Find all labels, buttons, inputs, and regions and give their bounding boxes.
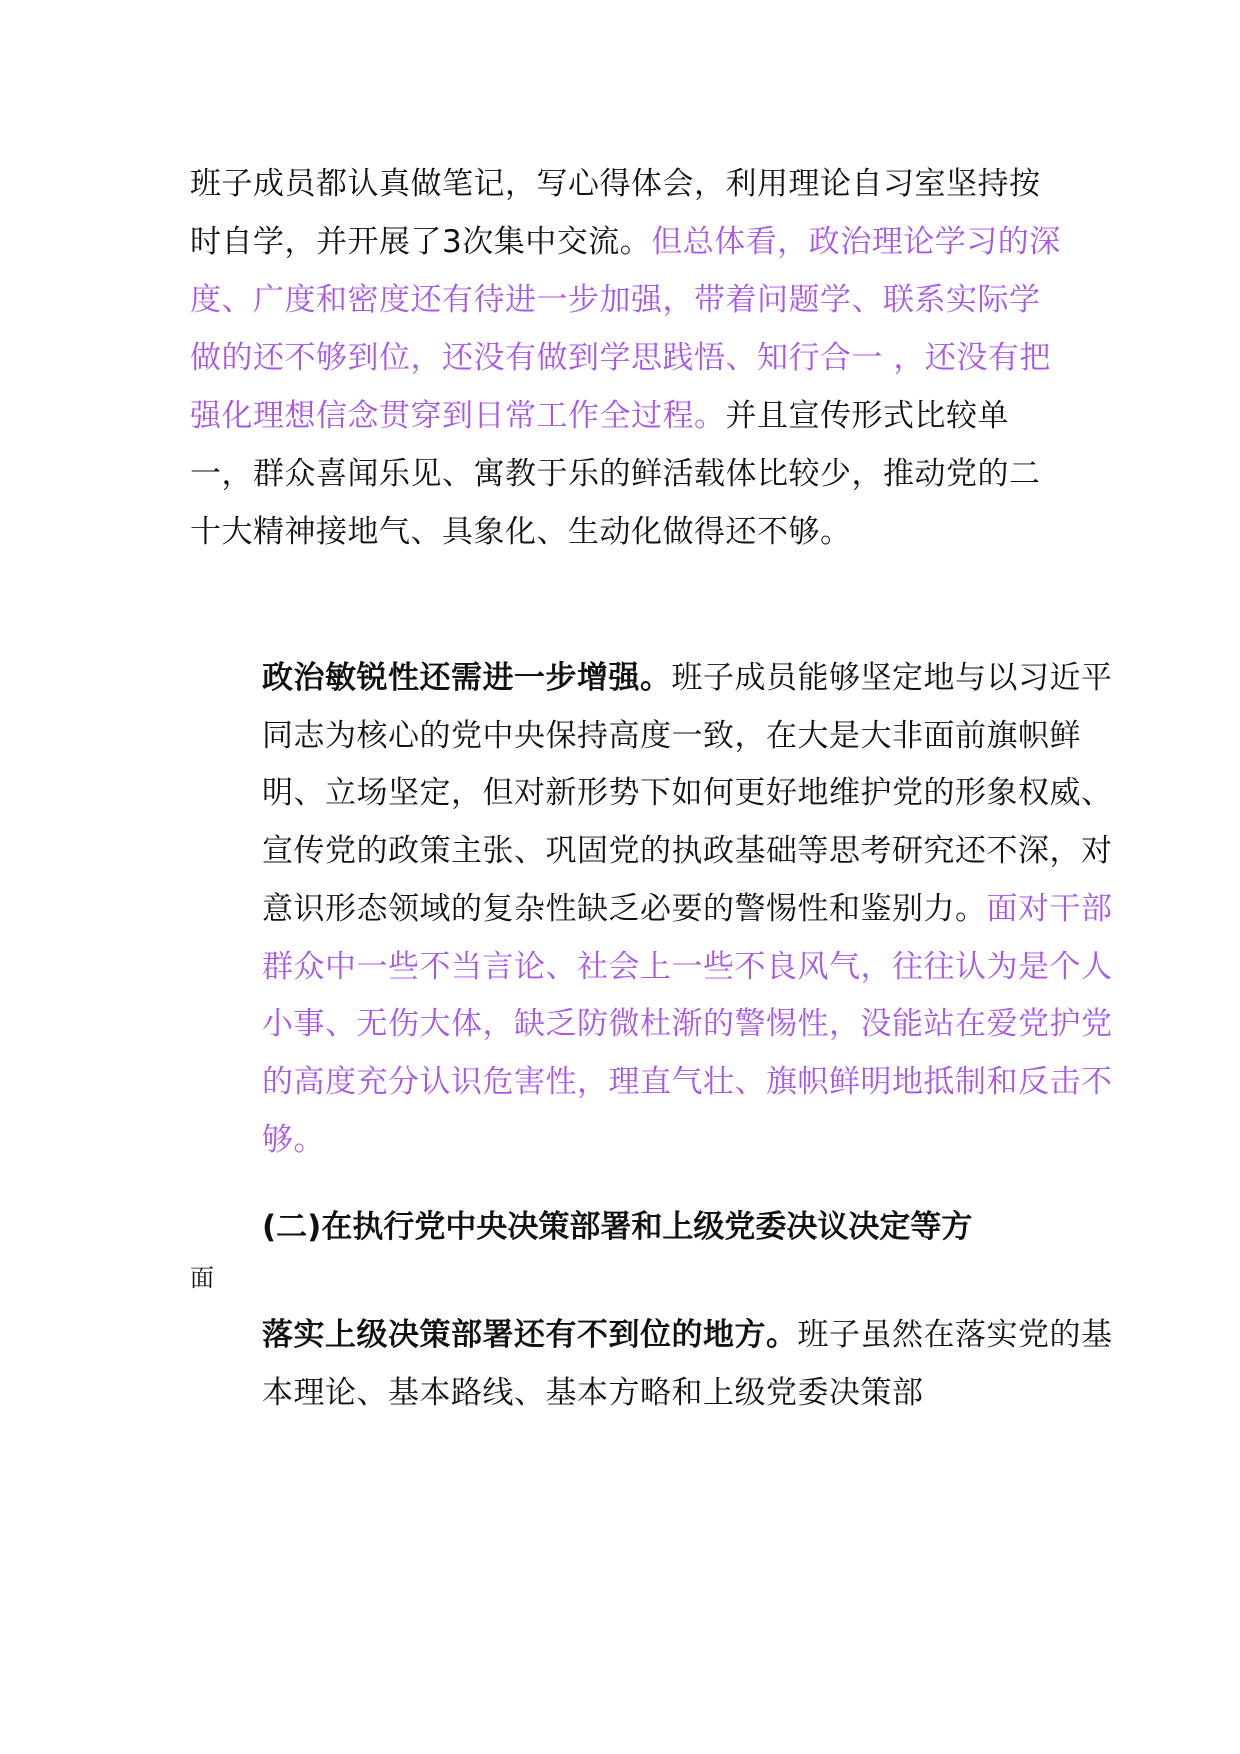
paragraph-political-sensitivity [190,650,1142,1169]
paragraph-text: 班子成员能够坚定地与以习近平同志为核心的党中央保持高度一致，在大是大非面前旗帜鲜明、立场坚定，但对新形势下如何更好地维护党的形象权威、宣传党的政策主张、巩固党的执政基础等思考研究还不深，对意识形态领域的复杂性缺乏必要的警惕性和鉴别力。 [262,660,1113,927]
paragraph-text: 并且宣传形式比较单一，群众喜闻乐见、寓教于乐的鲜活载体比较少，推动党的二十大精神接地气、具象化、生动化做得还不够。 [190,398,1041,550]
paragraph-lead-heading: 落实上级决策部署还有不到位的地方。 [262,1317,798,1353]
paragraph-implementation [190,1306,1142,1422]
paragraph-study-summary [190,155,1070,561]
paragraph-text: 班子成员都认真做笔记，写心得体会，利用理论自习室坚持按时自学，并开展了3次集中交流。 [190,166,1041,260]
section-heading-tail: 面 [190,1264,214,1292]
section-heading: (二)在执行党中央决策部署和上级党委决议决定等方 [262,1209,973,1245]
highlighted-text: 面对干部群众中一些不当言论、社会上一些不良风气，往往认为是个人小事、无伤大体，缺乏防微杜渐的警惕性，没能站在爱党护党的高度充分认识危害性，理直气壮、旗帜鲜明地抵制和反击不够。 [262,890,1113,1158]
paragraph-lead-heading: 政治敏锐性还需进一步增强。 [262,660,672,696]
paragraph-text: 班子虽然在落实党的基本理论、基本路线、基本方略和上级党委决策部 [262,1317,1113,1411]
highlighted-text: 但总体看，政治理论学习的深度、广度和密度还有待进一步加强，带着问题学、联系实际学做的还不够到位，还没有做到学思践悟、知行合一 ，还没有把强化理想信念贯穿到日常工作全过程。 [190,224,1061,434]
